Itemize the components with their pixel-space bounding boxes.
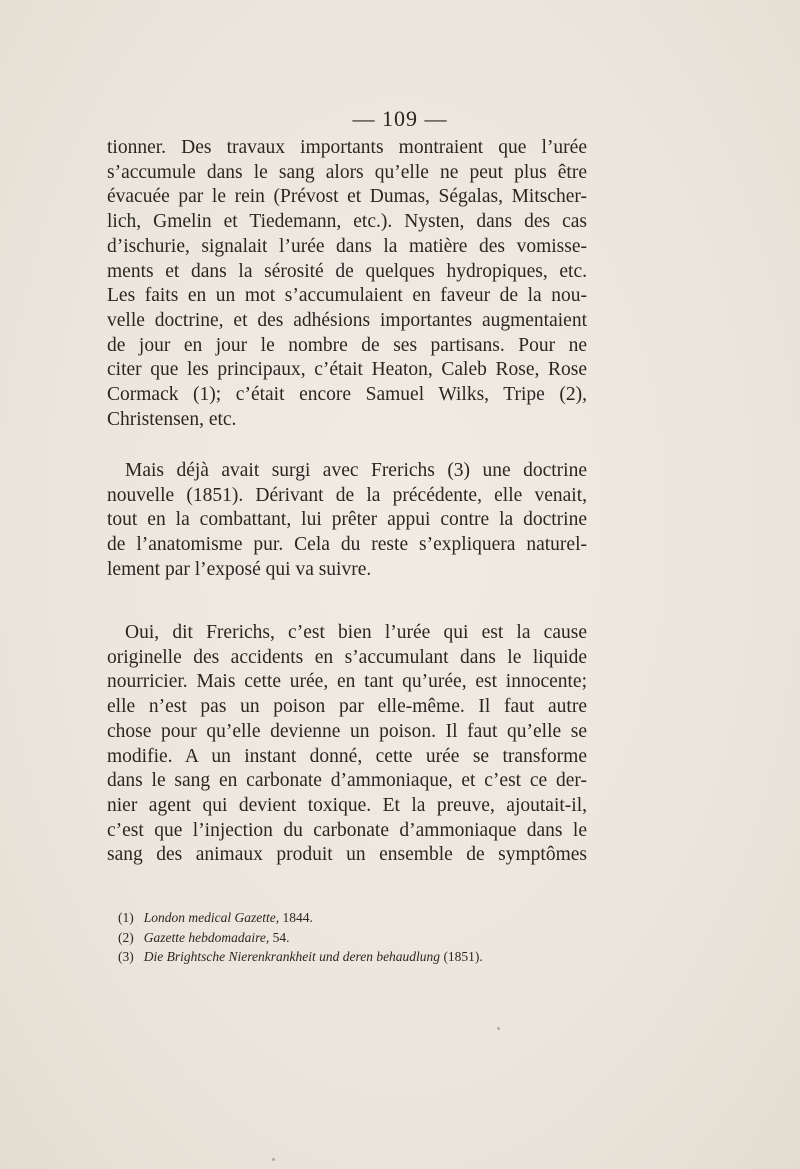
text-line: chose pour qu’elle devienne un poison. Il faut qu’elle se bbox=[107, 720, 587, 742]
footnote-title: Gazette hebdomadaire, bbox=[143, 929, 270, 945]
text-line: velle doctrine, et des adhésions importantes augmentaient bbox=[107, 309, 587, 331]
text-line: d’ischurie, signalait l’urée dans la matière des vomisse- bbox=[107, 235, 587, 257]
footnote-number: (2) bbox=[118, 929, 134, 945]
text-line: évacuée par le rein (Prévost et Dumas, Ségalas, Mitscher- bbox=[107, 186, 587, 208]
text-line: sang des animaux produit un ensemble de symptômes bbox=[107, 844, 587, 866]
text-line: citer que les principaux, c’était Heaton, Caleb Rose, Rose bbox=[107, 359, 587, 381]
footnote-detail: 1844. bbox=[279, 910, 313, 925]
footnote bbox=[118, 947, 588, 967]
footnote-number: (3) bbox=[118, 949, 134, 964]
paper-speck bbox=[272, 1158, 275, 1161]
text-line: de l’anatomisme pur. Cela du reste s’expliquera naturel- bbox=[107, 534, 587, 556]
text-line: nourricier. Mais cette urée, en tant qu’urée, est innocente; bbox=[107, 671, 587, 693]
text-line: c’est que l’injection du carbonate d’ammoniaque dans le bbox=[107, 819, 587, 841]
footnote-detail: (1851). bbox=[440, 949, 483, 964]
footnote-detail: 54. bbox=[269, 929, 290, 945]
paragraph-2 bbox=[107, 459, 587, 583]
text-line: tionner. Des travaux importants montraient que l’urée bbox=[107, 137, 587, 158]
page-number: — 109 — bbox=[352, 106, 448, 131]
text-line: tout en la combattant, lui prêter appui contre la doctrine bbox=[107, 509, 587, 531]
text-line: Les faits en un mot s’accumulaient en faveur de la nou- bbox=[107, 285, 587, 307]
footnote-title: Die Brightsche Nierenkrankheit und deren behaudlung bbox=[143, 949, 441, 964]
paragraph-3 bbox=[107, 621, 587, 868]
text-line: ments et dans la sérosité de quelques hydropiques, etc. bbox=[107, 260, 587, 282]
paper-speck bbox=[497, 1027, 500, 1030]
text-line: Oui, dit Frerichs, c’est bien l’urée qui est la cause bbox=[125, 622, 587, 643]
text-line: nier agent qui devient toxique. Et la preuve, ajoutait-il, bbox=[107, 794, 587, 816]
footnote-number: (1) bbox=[118, 910, 134, 925]
text-line: lich, Gmelin et Tiedemann, etc.). Nysten, dans des cas bbox=[107, 211, 587, 233]
text-line: nouvelle (1851). Dérivant de la précédente, elle venait, bbox=[107, 484, 587, 506]
footnote-title: London medical Gazette, bbox=[143, 910, 280, 925]
footnote bbox=[118, 928, 588, 948]
footnotes bbox=[118, 908, 588, 967]
footnote bbox=[118, 908, 588, 928]
text-line: Cormack (1); c’était encore Samuel Wilks, Tripe (2), bbox=[107, 384, 587, 406]
text-line: Mais déjà avait surgi avec Frerichs (3) une doctrine bbox=[125, 460, 587, 481]
text-line: Christensen, etc. bbox=[107, 408, 237, 430]
text-line: modifie. A un instant donné, cette urée se transforme bbox=[107, 745, 587, 767]
text-line: dans le sang en carbonate d’ammoniaque, et c’est ce der- bbox=[107, 770, 587, 792]
text-line: lement par l’exposé qui va suivre. bbox=[107, 558, 372, 580]
text-line: de jour en jour le nombre de ses partisans. Pour ne bbox=[107, 334, 587, 356]
text-line: originelle des accidents en s’accumulant dans le liquide bbox=[107, 646, 587, 668]
text-line: elle n’est pas un poison par elle-même. Il faut autre bbox=[107, 696, 587, 718]
text-line: s’accumule dans le sang alors qu’elle ne peut plus être bbox=[107, 161, 587, 183]
paragraph-1 bbox=[107, 136, 587, 432]
